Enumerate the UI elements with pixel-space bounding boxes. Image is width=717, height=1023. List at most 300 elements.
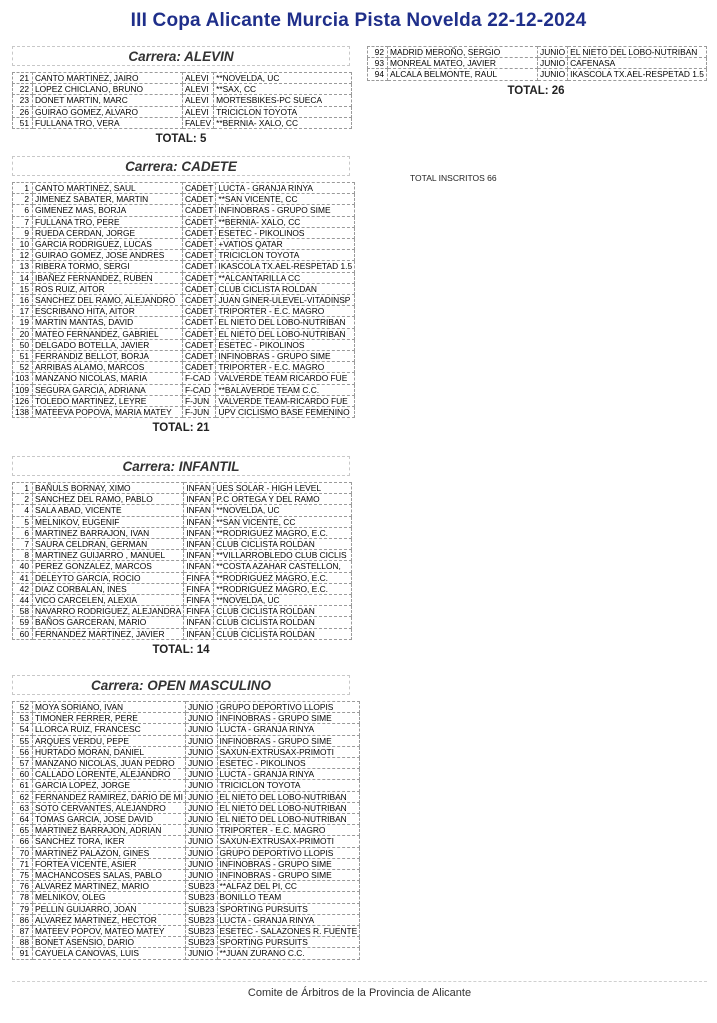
- race-total: TOTAL: 5: [155, 133, 207, 146]
- bib-number: 53: [13, 713, 33, 724]
- rider-name: HURTADO MORAN, DANIEL: [33, 746, 186, 757]
- category: JUNIO: [185, 702, 217, 713]
- table-row: [13, 283, 355, 294]
- table-row: [13, 713, 360, 724]
- rider-name: MACHANCOSES SALAS, PABLO: [33, 870, 186, 881]
- race-header: Carrera: OPEN MASCULINO: [12, 675, 350, 695]
- bib-number: 65: [13, 825, 33, 836]
- team-name: GRUPO DEPORTIVO LLOPIS: [217, 847, 360, 858]
- bib-number: 6: [13, 527, 33, 538]
- rider-name: SANCHEZ DEL RAMO, ALEJANDRO: [33, 295, 183, 306]
- team-name: ESETEC - SALAZONES R. FUENTE: [217, 926, 360, 937]
- table-row: [13, 802, 360, 813]
- rider-name: MELNIKOV, EUGENIF: [33, 516, 184, 527]
- table-row: [13, 870, 360, 881]
- category: SUB23: [185, 914, 217, 925]
- table-row: [13, 95, 352, 106]
- category: JUNIO: [185, 847, 217, 858]
- table-row: [13, 384, 355, 395]
- bib-number: 61: [13, 780, 33, 791]
- category: INFAN: [184, 527, 214, 538]
- category: JUNIO: [185, 870, 217, 881]
- team-name: GRUPO DEPORTIVO LLOPIS: [217, 702, 360, 713]
- category: JUNIO: [185, 724, 217, 735]
- bib-number: 109: [13, 384, 33, 395]
- bib-number: 5: [13, 516, 33, 527]
- category: CADET: [183, 216, 216, 227]
- bib-number: 16: [13, 295, 33, 306]
- category: CADET: [183, 183, 216, 194]
- category: CADET: [183, 194, 216, 205]
- table-row: [13, 494, 352, 505]
- team-name: LUCTA - GRANJA RINYA: [217, 914, 360, 925]
- table-row: [13, 527, 352, 538]
- table-row: [13, 516, 352, 527]
- category: F-CAD: [183, 373, 216, 384]
- bib-number: 51: [13, 351, 33, 362]
- team-name: LUCTA - GRANJA RINYA: [217, 769, 360, 780]
- category: CADET: [183, 362, 216, 373]
- table-row: [13, 758, 360, 769]
- category: SUB23: [185, 881, 217, 892]
- race-section-open-masculino-continued: [367, 46, 707, 97]
- category: CADET: [183, 351, 216, 362]
- team-name: **VILLARROBLEDO CLUB CICLIS: [214, 550, 352, 561]
- category: INFAN: [184, 516, 214, 527]
- table-row: [13, 606, 352, 617]
- category: JUNIO: [185, 948, 217, 959]
- rider-name: FERNANDEZ RAMIREZ, DARIO DE MI: [33, 791, 186, 802]
- bib-number: 86: [13, 914, 33, 925]
- category: JUNIO: [185, 791, 217, 802]
- bib-number: 52: [13, 702, 33, 713]
- rider-name: SOTO CERVANTES, ALEJANDRO: [33, 802, 186, 813]
- team-name: ESETEC - PIKOLINOS: [216, 227, 355, 238]
- category: JUNIO: [185, 814, 217, 825]
- bib-number: 62: [13, 791, 33, 802]
- team-name: **JUAN ZURANO C.C.: [217, 948, 360, 959]
- team-name: ESETEC - PIKOLINOS: [217, 758, 360, 769]
- category: F-JUN: [183, 407, 216, 418]
- team-name: **SAN VICENTE, CC: [214, 516, 352, 527]
- category: JUNIO: [185, 758, 217, 769]
- rider-name: MARTINEZ PALAZON, GINES: [33, 847, 186, 858]
- table-row: [13, 106, 352, 117]
- bib-number: 40: [13, 561, 33, 572]
- table-row: [13, 561, 352, 572]
- bib-number: 54: [13, 724, 33, 735]
- team-name: CLUB CICLISTA ROLDAN: [214, 539, 352, 550]
- rider-name: MADRID MEROÑO, SERGIO: [388, 47, 538, 58]
- category: INFAN: [184, 561, 214, 572]
- table-row: [13, 227, 355, 238]
- bib-number: 126: [13, 395, 33, 406]
- team-name: LUCTA - GRANJA RINYA: [217, 724, 360, 735]
- table-row: [13, 550, 352, 561]
- team-name: TRIPORTER - E.C. MAGRO: [216, 306, 355, 317]
- rider-name: TOMAS GARCIA, JOSE DAVID: [33, 814, 186, 825]
- category: FINFA: [184, 572, 214, 583]
- table-row: [13, 881, 360, 892]
- category: JUNIO: [185, 858, 217, 869]
- team-name: **RODRIGUEZ MAGRO, E.C.: [214, 583, 352, 594]
- bib-number: 138: [13, 407, 33, 418]
- bib-number: 64: [13, 814, 33, 825]
- team-name: SPORTING PURSUITS: [217, 937, 360, 948]
- category: JUNIO: [538, 58, 568, 69]
- bib-number: 50: [13, 339, 33, 350]
- category: CADET: [183, 250, 216, 261]
- bib-number: 42: [13, 583, 33, 594]
- category: JUNIO: [185, 746, 217, 757]
- category: FALEV: [183, 117, 214, 128]
- bib-number: 22: [13, 84, 33, 95]
- race-total: TOTAL: 26: [507, 84, 565, 97]
- rider-name: ALVAREZ MARTINEZ, HECTOR: [33, 914, 186, 925]
- bib-number: 63: [13, 802, 33, 813]
- team-name: **BERNIA- XALO, CC: [214, 117, 352, 128]
- category: FINFA: [184, 595, 214, 606]
- table-row: [13, 937, 360, 948]
- table-row: [13, 183, 355, 194]
- bib-number: 7: [13, 539, 33, 550]
- table-row: [13, 617, 352, 628]
- race-section-infantil: [12, 456, 352, 656]
- rider-name: MARTINEZ GUIJARRO , MANUEL: [33, 550, 184, 561]
- table-row: [13, 926, 360, 937]
- rider-name: CANTO MARTINEZ, SAUL: [33, 183, 183, 194]
- rider-name: DIAZ CORBALAN, INES: [33, 583, 184, 594]
- table-row: [13, 892, 360, 903]
- category: INFAN: [184, 550, 214, 561]
- team-name: TRICICLON TOYOTA: [216, 250, 355, 261]
- table-row: [13, 505, 352, 516]
- bib-number: 58: [13, 606, 33, 617]
- table-row: [13, 539, 352, 550]
- bib-number: 79: [13, 903, 33, 914]
- bib-number: 75: [13, 870, 33, 881]
- rider-name: MATEO FERNANDEZ, GABRIEL: [33, 328, 183, 339]
- rider-name: TOLEDO MARTINEZ, LEYRE: [33, 395, 183, 406]
- bib-number: 8: [13, 550, 33, 561]
- category: INFAN: [184, 494, 214, 505]
- team-name: **COSTA AZAHAR CASTELLON,: [214, 561, 352, 572]
- category: JUNIO: [185, 713, 217, 724]
- bib-number: 7: [13, 216, 33, 227]
- bib-number: 21: [13, 73, 33, 84]
- table-row: [13, 746, 360, 757]
- category: CADET: [183, 328, 216, 339]
- category: ALEVI: [183, 73, 214, 84]
- team-name: MORTESBIKES-PC SUECA: [214, 95, 352, 106]
- category: ALEVI: [183, 106, 214, 117]
- table-row: [13, 914, 360, 925]
- bib-number: 60: [13, 628, 33, 639]
- bib-number: 91: [13, 948, 33, 959]
- bib-number: 103: [13, 373, 33, 384]
- bib-number: 88: [13, 937, 33, 948]
- team-name: TRIPORTER - E.C. MAGRO: [216, 362, 355, 373]
- team-name: SAXUN-EXTRUSAX-PRIMOTI: [217, 836, 360, 847]
- rider-name: MOYA SORIANO, IVAN: [33, 702, 186, 713]
- bib-number: 71: [13, 858, 33, 869]
- team-name: CLUB CICLISTA ROLDAN: [216, 283, 355, 294]
- rider-name: MARTIN MANTAS, DAVID: [33, 317, 183, 328]
- rider-name: GUIRAO GOMEZ, JOSE ANDRES: [33, 250, 183, 261]
- category: JUNIO: [538, 69, 568, 80]
- bib-number: 15: [13, 283, 33, 294]
- category: CADET: [183, 227, 216, 238]
- team-name: INFINOBRAS - GRUPO SIME: [217, 858, 360, 869]
- team-name: **BERNIA- XALO, CC: [216, 216, 355, 227]
- rider-name: ALCALA BELMONTE, RAUL: [388, 69, 538, 80]
- table-row: [13, 814, 360, 825]
- race-section-open-masculino: [12, 675, 360, 960]
- team-name: TRICICLON TOYOTA: [217, 780, 360, 791]
- team-name: EL NIETO DEL LOBO-NUTRIBAN: [568, 47, 707, 58]
- bib-number: 1: [13, 183, 33, 194]
- rider-name: FULLANA TRO, PERE: [33, 216, 183, 227]
- team-name: INFINOBRAS - GRUPO SIME: [216, 205, 355, 216]
- team-name: INFINOBRAS - GRUPO SIME: [217, 713, 360, 724]
- table-row: [13, 628, 352, 639]
- rider-name: CALLADO LORENTE, ALEJANDRO: [33, 769, 186, 780]
- bib-number: 2: [13, 194, 33, 205]
- table-row: [13, 250, 355, 261]
- team-name: +VATIOS QATAR: [216, 239, 355, 250]
- rider-name: DONET MARTIN, MARC: [33, 95, 183, 106]
- bib-number: 78: [13, 892, 33, 903]
- rider-name: MANZANO NICOLAS, JUAN PEDRO: [33, 758, 186, 769]
- team-name: TRICICLON TOYOTA: [214, 106, 352, 117]
- race-section-cadete: [12, 156, 355, 434]
- race-total: TOTAL: 21: [152, 422, 210, 435]
- table-row: [368, 58, 707, 69]
- team-name: P.C ORTEGA Y DEL RAMO: [214, 494, 352, 505]
- race-section-alevin: [12, 46, 352, 145]
- rider-name: SAURA CELDRAN, GERMAN: [33, 539, 184, 550]
- bib-number: 20: [13, 328, 33, 339]
- bib-number: 10: [13, 239, 33, 250]
- race-header: Carrera: CADETE: [12, 156, 350, 176]
- category: ALEVI: [183, 95, 214, 106]
- team-name: CLUB CICLISTA ROLDAN: [214, 628, 352, 639]
- category: SUB23: [185, 926, 217, 937]
- category: SUB23: [185, 892, 217, 903]
- table-row: [13, 339, 355, 350]
- bib-number: 12: [13, 250, 33, 261]
- bib-number: 56: [13, 746, 33, 757]
- category: JUNIO: [185, 769, 217, 780]
- entries-table: [12, 482, 352, 640]
- table-row: [13, 836, 360, 847]
- team-name: **SAN VICENTE, CC: [216, 194, 355, 205]
- bib-number: 4: [13, 505, 33, 516]
- table-row: [13, 261, 355, 272]
- team-name: VALVERDE TEAM RICARDO FUE: [216, 373, 355, 384]
- rider-name: SANCHEZ DEL RAMO, PABLO: [33, 494, 184, 505]
- table-row: [13, 858, 360, 869]
- rider-name: MATEEVA POPOVA, MARIA MATEY: [33, 407, 183, 418]
- team-name: INFINOBRAS - GRUPO SIME: [217, 735, 360, 746]
- team-name: **ALFAZ DEL PI, CC: [217, 881, 360, 892]
- table-row: [13, 194, 355, 205]
- rider-name: NAVARRO RODRIGUEZ, ALEJANDRA: [33, 606, 184, 617]
- bib-number: 6: [13, 205, 33, 216]
- rider-name: DELGADO BOTELLA, JAVIER: [33, 339, 183, 350]
- bib-number: 26: [13, 106, 33, 117]
- table-row: [13, 272, 355, 283]
- bib-number: 41: [13, 572, 33, 583]
- team-name: ESETEC - PIKOLINOS: [216, 339, 355, 350]
- table-row: [13, 735, 360, 746]
- bib-number: 87: [13, 926, 33, 937]
- rider-name: DELEYTO GARCIA, ROCIO: [33, 572, 184, 583]
- rider-name: MONREAL MATEO, JAVIER: [388, 58, 538, 69]
- table-row: [13, 351, 355, 362]
- team-name: CAFENASA: [568, 58, 707, 69]
- table-row: [13, 395, 355, 406]
- rider-name: ARRIBAS ALAMO, MARCOS: [33, 362, 183, 373]
- team-name: BONILLO TEAM: [217, 892, 360, 903]
- rider-name: SALA ABAD, VICENTE: [33, 505, 184, 516]
- rider-name: GARCIA RODRIGUEZ, LUCAS: [33, 239, 183, 250]
- rider-name: IBAÑEZ FERNANDEZ, RUBEN: [33, 272, 183, 283]
- rider-name: JIMENEZ SABATER, MARTIN: [33, 194, 183, 205]
- team-name: JUAN GINER-ULEVEL-VITADINSP: [216, 295, 355, 306]
- race-total: TOTAL: 14: [152, 643, 210, 656]
- bib-number: 94: [368, 69, 388, 80]
- team-name: EL NIETO DEL LOBO-NUTRIBAN: [217, 814, 360, 825]
- rider-name: VICO CARCELEN, ALEXIA: [33, 595, 184, 606]
- bib-number: 57: [13, 758, 33, 769]
- category: CADET: [183, 239, 216, 250]
- rider-name: ALVAREZ MARTINEZ, MARIO: [33, 881, 186, 892]
- team-name: **RODRIGUEZ MAGRO, E.C.: [214, 527, 352, 538]
- team-name: TRIPORTER - E.C. MAGRO: [217, 825, 360, 836]
- entries-table: [12, 72, 352, 129]
- team-name: INFINOBRAS - GRUPO SIME: [216, 351, 355, 362]
- rider-name: FERNANDEZ MARTINEZ, JAVIER: [33, 628, 184, 639]
- rider-name: FERRANDIZ BELLOT, BORJA: [33, 351, 183, 362]
- rider-name: GIMENEZ MAS, BORJA: [33, 205, 183, 216]
- table-row: [13, 769, 360, 780]
- bib-number: 66: [13, 836, 33, 847]
- table-row: [13, 117, 352, 128]
- table-row: [13, 702, 360, 713]
- category: INFAN: [184, 539, 214, 550]
- table-row: [13, 295, 355, 306]
- category: INFAN: [184, 628, 214, 639]
- entries-table: [12, 701, 360, 960]
- team-name: VALVERDE TEAM-RICARDO FUE: [216, 395, 355, 406]
- rider-name: GARCIA LOPEZ, JORGE: [33, 780, 186, 791]
- rider-name: ROS RUIZ, AITOR: [33, 283, 183, 294]
- rider-name: GUIRAO GOMEZ, ALVARO: [33, 106, 183, 117]
- rider-name: PEREZ GONZALEZ, MARCOS: [33, 561, 184, 572]
- bib-number: 59: [13, 617, 33, 628]
- category: CADET: [183, 272, 216, 283]
- rider-name: MARTINEZ BARRAJON, IVAN: [33, 527, 184, 538]
- category: CADET: [183, 306, 216, 317]
- table-row: [13, 825, 360, 836]
- team-name: EL NIETO DEL LOBO-NUTRIBAN: [216, 317, 355, 328]
- bib-number: 93: [368, 58, 388, 69]
- team-name: **RODRIGUEZ MAGRO, E.C.: [214, 572, 352, 583]
- rider-name: TIMONER FERRER, PERE: [33, 713, 186, 724]
- category: INFAN: [184, 617, 214, 628]
- team-name: **NOVELDA, UC: [214, 595, 352, 606]
- category: CADET: [183, 205, 216, 216]
- table-row: [13, 306, 355, 317]
- table-row: [13, 583, 352, 594]
- table-row: [13, 73, 352, 84]
- category: INFAN: [184, 505, 214, 516]
- category: JUNIO: [185, 735, 217, 746]
- team-name: LUCTA - GRANJA RINYA: [216, 183, 355, 194]
- entries-table: [12, 182, 355, 418]
- rider-name: MATEEV POPOV, MATEO MATEY: [33, 926, 186, 937]
- team-name: UES SOLAR - HIGH LEVEL: [214, 483, 352, 494]
- team-name: EL NIETO DEL LOBO-NUTRIBAN: [217, 791, 360, 802]
- bib-number: 52: [13, 362, 33, 373]
- rider-name: LLORCA RUIZ, FRANCESC: [33, 724, 186, 735]
- team-name: SAXUN-EXTRUSAX-PRIMOTI: [217, 746, 360, 757]
- rider-name: RUEDA CERDAN, JORGE: [33, 227, 183, 238]
- rider-name: RIBERA TORMO, SERGI: [33, 261, 183, 272]
- bib-number: 1: [13, 483, 33, 494]
- team-name: CLUB CICLISTA ROLDAN: [214, 617, 352, 628]
- category: F-JUN: [183, 395, 216, 406]
- rider-name: MELNIKOV, OLEG: [33, 892, 186, 903]
- team-name: UPV CICLISMO BASE FEMENINO: [216, 407, 355, 418]
- table-row: [13, 595, 352, 606]
- rider-name: MANZANO NICOLAS, MARIA: [33, 373, 183, 384]
- table-row: [368, 47, 707, 58]
- rider-name: ARQUES VERDU, PEPE: [33, 735, 186, 746]
- team-name: SPORTING PURSUITS: [217, 903, 360, 914]
- category: CADET: [183, 261, 216, 272]
- rider-name: MARTINEZ BARRAJON, ADRIAN: [33, 825, 186, 836]
- table-row: [13, 84, 352, 95]
- category: FINFA: [184, 606, 214, 617]
- race-header: Carrera: ALEVIN: [12, 46, 350, 66]
- table-row: [13, 847, 360, 858]
- table-row: [13, 239, 355, 250]
- rider-name: BAÑULS BORNAY, XIMO: [33, 483, 184, 494]
- category: JUNIO: [185, 836, 217, 847]
- table-row: [13, 791, 360, 802]
- table-row: [13, 572, 352, 583]
- team-name: INFINOBRAS - GRUPO SIME: [217, 870, 360, 881]
- table-row: [13, 373, 355, 384]
- category: SUB23: [185, 903, 217, 914]
- team-name: IKASCOLA TX.AEL-RESPETAD 1.5: [568, 69, 707, 80]
- table-row: [13, 780, 360, 791]
- rider-name: CAYUELA CANOVAS, LUIS: [33, 948, 186, 959]
- category: JUNIO: [185, 825, 217, 836]
- table-row: [13, 216, 355, 227]
- table-row: [13, 328, 355, 339]
- team-name: EL NIETO DEL LOBO-NUTRIBAN: [216, 328, 355, 339]
- total-inscritos: TOTAL INSCRITOS 66: [410, 173, 497, 183]
- entries-table: [367, 46, 707, 81]
- rider-name: LOPEZ CHICLANO, BRUNO: [33, 84, 183, 95]
- category: CADET: [183, 283, 216, 294]
- table-row: [13, 948, 360, 959]
- document-title: III Copa Alicante Murcia Pista Novelda 22-12-2024: [130, 10, 587, 31]
- table-row: [13, 407, 355, 418]
